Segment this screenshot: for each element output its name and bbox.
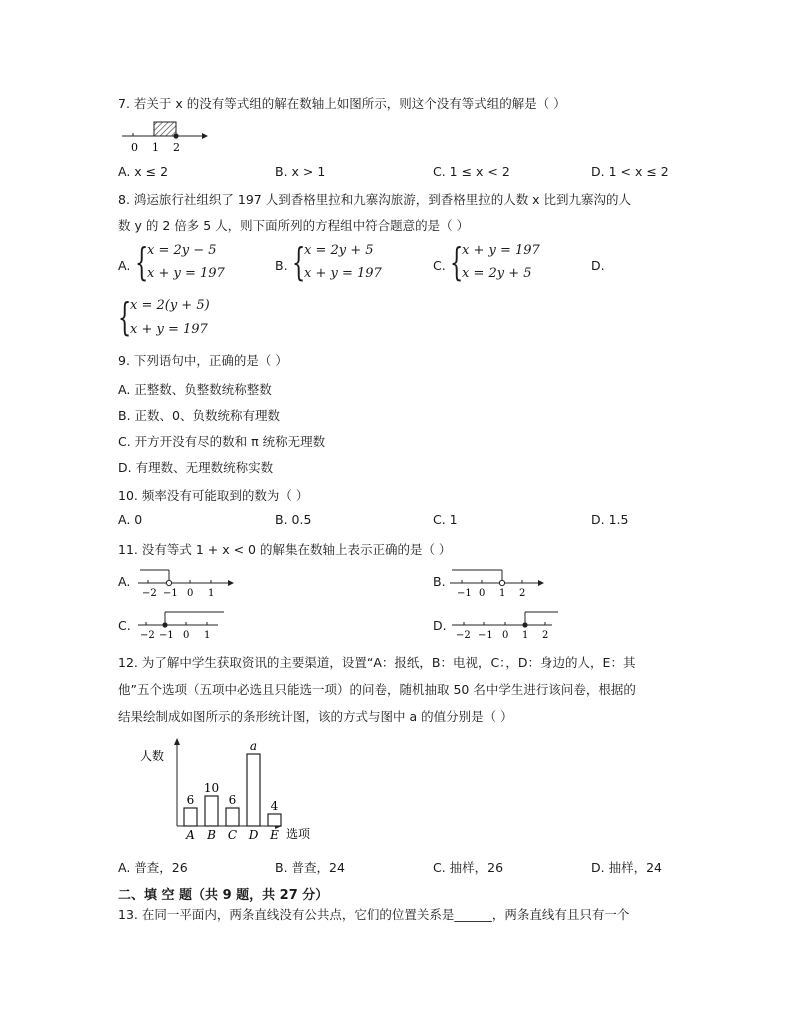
q9-stem: 9. 下列语句中，正确的是（ ） xyxy=(118,353,288,368)
q12-option-d: D. 抽样，24 xyxy=(591,860,662,875)
q11-number-line-d xyxy=(452,605,562,641)
q11-d-tick: 2 xyxy=(542,630,549,641)
q7-axis-label: 2 xyxy=(173,141,180,154)
q8-option-d-label: D. xyxy=(591,258,605,273)
q12-stem-line1: 12. 为了解中学生获取资讯的主要渠道，设置“A：报纸，B：电视，C：，D：身边的人，E：其 xyxy=(118,655,636,670)
q8-option-a-label: A. xyxy=(118,258,131,273)
q8-brace-d: { xyxy=(118,295,132,339)
q11-b-tick: 0 xyxy=(479,588,486,599)
q11-d-tick: −1 xyxy=(478,630,493,641)
q12-value-label: 6 xyxy=(228,793,237,807)
q8-stem-line1: 8. 鸿运旅行社组织了 197 人到香格里拉和九寨沟旅游，到香格里拉的人数 x 比到九寨沟的人 xyxy=(118,192,632,207)
q8-option-c-label: C. xyxy=(433,258,446,273)
q7-option-b: B. x > 1 xyxy=(275,164,326,179)
q11-option-b-label: B. xyxy=(433,574,446,589)
q12-option-b: B. 普查，24 xyxy=(275,860,345,875)
q9-option-a: A. 正整数、负整数统称整数 xyxy=(118,382,272,397)
q11-option-d-label: D. xyxy=(433,618,447,633)
q12-category-label: E xyxy=(270,828,279,842)
q10-stem: 10. 频率没有可能取到的数为（ ） xyxy=(118,488,309,503)
q7-stem: 7. 若关于 x 的没有等式组的解在数轴上如图所示，则这个没有等式组的解是（ ） xyxy=(118,96,566,111)
q12-value-label: 6 xyxy=(186,793,195,807)
q11-d-tick: −2 xyxy=(456,630,471,641)
q8-system-b-eq1: x = 2y + 5 xyxy=(304,243,374,258)
q12-bar-D xyxy=(247,754,260,826)
q8-system-d-eq2: x + y = 197 xyxy=(130,322,208,337)
q12-category-label: C xyxy=(227,828,238,842)
q11-a-tick: 0 xyxy=(187,588,194,599)
q7-number-line xyxy=(122,117,212,155)
q11-option-c-label: C. xyxy=(118,618,131,633)
q11-d-tick: 1 xyxy=(522,630,529,641)
q12-bar-A xyxy=(184,808,197,826)
q8-system-c-eq1: x + y = 197 xyxy=(462,243,540,258)
q8-system-a-eq1: x = 2y − 5 xyxy=(147,243,217,258)
q12-category-label: D xyxy=(248,828,259,842)
q11-stem: 11. 没有等式 1 + x < 0 的解集在数轴上表示正确的是（ ） xyxy=(118,542,452,557)
q8-system-c-eq2: x = 2y + 5 xyxy=(462,266,532,281)
q10-option-b: B. 0.5 xyxy=(275,512,312,527)
q11-b-tick: 2 xyxy=(519,588,526,599)
q12-value-label: 10 xyxy=(203,781,220,795)
q11-a-tick: −1 xyxy=(163,588,178,599)
q11-a-tick: −2 xyxy=(142,588,157,599)
q11-number-line-c xyxy=(138,605,238,641)
q11-number-line-a xyxy=(138,563,238,599)
q12-stem-line3: 结果绘制成如图所示的条形统计图，该的方式与图中 a 的值分别是（ ） xyxy=(118,709,513,724)
q12-option-a: A. 普查，26 xyxy=(118,860,188,875)
q12-bar-chart xyxy=(136,730,336,845)
q8-brace-a: { xyxy=(135,240,149,284)
q11-c-tick: −2 xyxy=(140,630,155,641)
q10-option-a: A. 0 xyxy=(118,512,143,527)
q7-option-d: D. 1 < x ≤ 2 xyxy=(591,164,669,179)
q9-option-b: B. 正数、0、负数统称有理数 xyxy=(118,408,280,423)
q12-category-label: B xyxy=(207,828,216,842)
q12-bar-C xyxy=(226,808,239,826)
q12-option-c: C. 抽样，26 xyxy=(433,860,504,875)
q12-value-label: a xyxy=(249,739,258,753)
q12-y-axis-label: 人数 xyxy=(140,749,165,763)
q11-option-a-label: A. xyxy=(118,574,131,589)
q11-d-tick: 0 xyxy=(502,630,509,641)
q12-value-label: 4 xyxy=(270,799,279,813)
q12-category-label: A xyxy=(186,828,195,842)
q9-option-c: C. 开方开没有尽的数和 π 统称无理数 xyxy=(118,434,326,449)
q7-option-a: A. x ≤ 2 xyxy=(118,164,169,179)
q7-axis-label: 0 xyxy=(131,141,138,154)
q8-system-d-eq1: x = 2(y + 5) xyxy=(130,298,210,313)
q10-option-d: D. 1.5 xyxy=(591,512,629,527)
q10-option-c: C. 1 xyxy=(433,512,458,527)
q8-stem-line2: 数 y 的 2 倍多 5 人，则下面所列的方程组中符合题意的是（ ） xyxy=(118,218,470,233)
q7-option-c: C. 1 ≤ x < 2 xyxy=(433,164,510,179)
q11-c-tick: 0 xyxy=(183,630,190,641)
q8-system-a-eq2: x + y = 197 xyxy=(147,266,225,281)
q11-b-tick: −1 xyxy=(457,588,472,599)
q8-brace-b: { xyxy=(292,240,306,284)
q8-brace-c: { xyxy=(450,240,464,284)
q11-number-line-b xyxy=(450,563,550,599)
q13-stem: 13. 在同一平面内，两条直线没有公共点，它们的位置关系是______，两条直线有且只有一个 xyxy=(118,907,630,922)
q12-bar-E xyxy=(268,814,281,826)
q12-x-axis-label: 选项 xyxy=(286,827,311,841)
q11-b-tick: 1 xyxy=(499,588,506,599)
q11-a-tick: 1 xyxy=(208,588,215,599)
section-2-title: 二、填 空 题（共 9 题，共 27 分） xyxy=(118,888,329,903)
q9-option-d: D. 有理数、无理数统称实数 xyxy=(118,460,274,475)
q8-system-b-eq2: x + y = 197 xyxy=(304,266,382,281)
q12-bar-B xyxy=(205,796,218,826)
q8-option-b-label: B. xyxy=(275,258,288,273)
q12-stem-line2: 他”五个选项（五项中必选且只能选一项）的问卷，随机抽取 50 名中学生进行该问卷，根据的 xyxy=(118,682,636,697)
q11-c-tick: −1 xyxy=(159,630,174,641)
q11-c-tick: 1 xyxy=(204,630,211,641)
q7-axis-label: 1 xyxy=(152,141,159,154)
